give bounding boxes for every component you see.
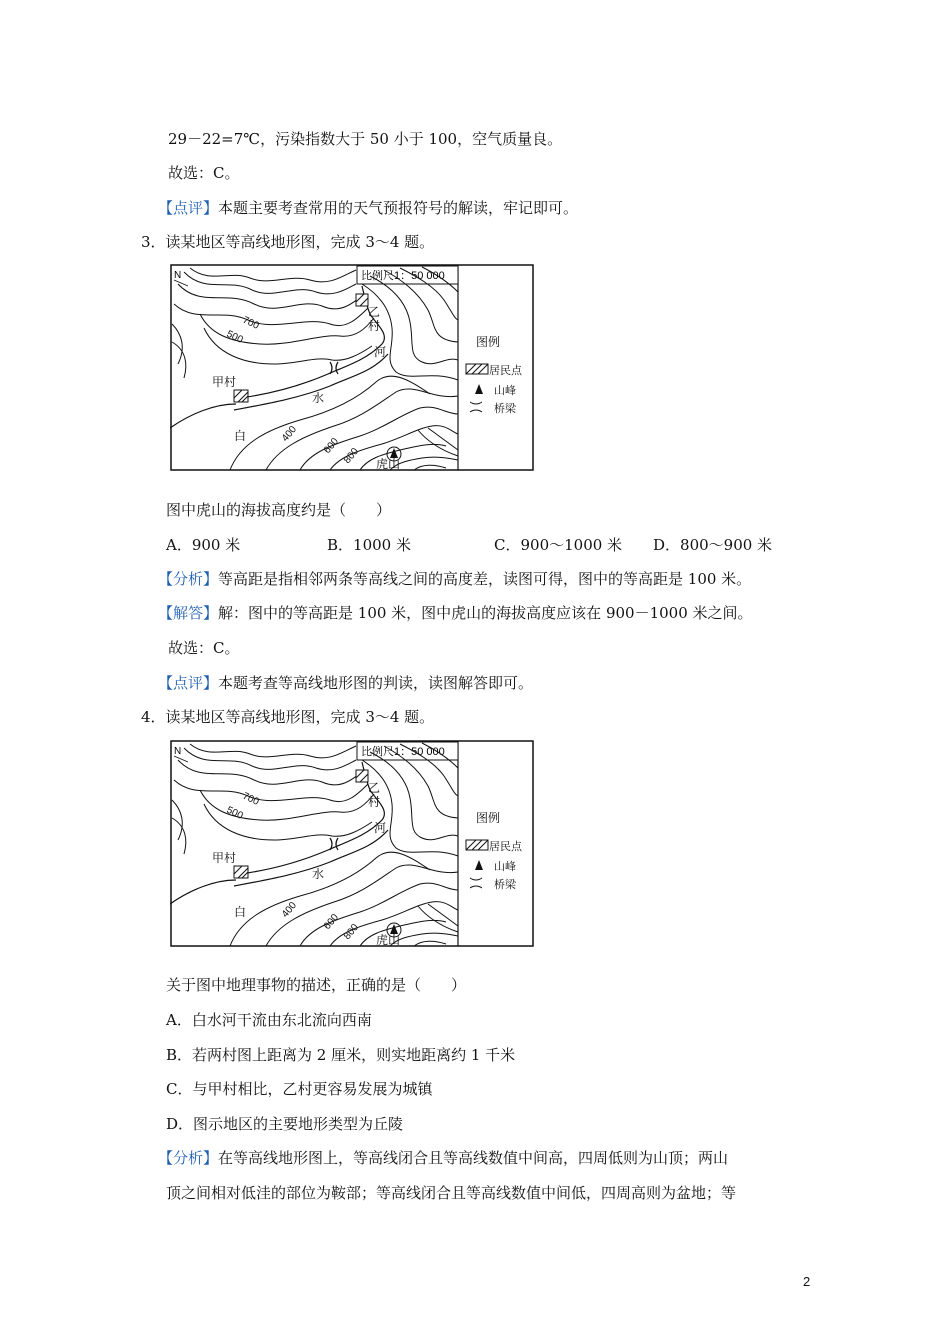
- map-scale: 比例尺1：50 000: [361, 746, 445, 758]
- option-b: B．若两村图上距离为 2 厘米，则实地距离约 1 千米: [166, 1046, 516, 1064]
- choice-line: 故选：C。: [168, 639, 240, 657]
- text-line: 故选：C。: [168, 164, 240, 182]
- analysis-text: 等高距是指相邻两条等高线之间的高度差，读图可得，图中的等高距是 100 米。: [218, 570, 752, 588]
- label-river-he: 河: [374, 345, 387, 359]
- option-d: D．800～900 米: [653, 536, 773, 554]
- label-jiacun: 甲村: [212, 375, 237, 389]
- contour-map-svg: [170, 264, 534, 471]
- label-river-bai: 白: [234, 905, 247, 919]
- legend-bridge: 桥梁: [494, 402, 516, 415]
- contour-map-1: [170, 264, 534, 471]
- contour-label-500: 500: [224, 328, 245, 346]
- option-c: C．与甲村相比，乙村更容易发展为城镇: [166, 1080, 433, 1098]
- legend-settlement: 居民点: [489, 840, 522, 853]
- contour-label-800: 800: [341, 922, 362, 942]
- contour-label-400: 400: [279, 424, 300, 444]
- label-cun: 村: [368, 319, 381, 333]
- answer-text: 解：图中的等高距是 100 米，图中虎山的海拔高度应该在 900－1000 米之间。: [218, 604, 753, 622]
- legend-peak: 山峰: [494, 384, 516, 397]
- comment-line: [158, 673, 533, 693]
- question-3-stem: 图中虎山的海拔高度约是（ ）: [166, 501, 392, 519]
- label-mountain: 虎山: [376, 457, 401, 471]
- legend-peak: 山峰: [494, 860, 516, 873]
- comment-text: 本题考查等高线地形图的判读，读图解答即可。: [218, 674, 534, 692]
- label-river-he: 河: [374, 821, 387, 835]
- analysis-text: 在等高线地形图上，等高线闭合且等高线数值中间高，四周低则为山顶；两山: [218, 1149, 729, 1167]
- comment-tag: 【点评】: [158, 199, 219, 217]
- map-scale: 比例尺1：50 000: [361, 270, 445, 282]
- comment-text: 本题主要考查常用的天气预报符号的解读，牢记即可。: [218, 199, 579, 217]
- label-yi: 乙: [368, 781, 381, 795]
- comment-line: [158, 198, 578, 218]
- option-b: B．1000 米: [327, 536, 411, 554]
- question-3-title: 3．读某地区等高线地形图，完成 3～4 题。: [141, 233, 435, 251]
- contour-label-700: 700: [240, 790, 261, 808]
- answer-line: [158, 603, 753, 623]
- analysis-line: [158, 569, 751, 589]
- contour-label-400: 400: [279, 900, 300, 920]
- north-label: N: [174, 270, 182, 281]
- label-river-shui: 水: [312, 391, 325, 405]
- label-river-shui: 水: [312, 867, 325, 881]
- contour-label-500: 500: [224, 804, 245, 822]
- north-label: N: [174, 746, 182, 757]
- analysis-tag: 【分析】: [158, 1149, 219, 1167]
- question-4-stem: 关于图中地理事物的描述，正确的是（ ）: [166, 976, 467, 994]
- label-mountain: 虎山: [376, 933, 401, 947]
- legend-title: 图例: [476, 811, 501, 825]
- legend-title: 图例: [476, 335, 501, 349]
- page-number: 2: [803, 1274, 811, 1289]
- legend-settlement: 居民点: [489, 364, 522, 377]
- question-4-title: 4．读某地区等高线地形图，完成 3～4 题。: [141, 708, 435, 726]
- contour-label-600: 600: [321, 436, 342, 456]
- contour-label-600: 600: [321, 912, 342, 932]
- contour-label-700: 700: [240, 314, 261, 332]
- label-jiacun: 甲村: [212, 851, 237, 865]
- contour-map-2: [170, 740, 534, 947]
- option-a: A．白水河干流由东北流向西南: [166, 1011, 372, 1029]
- label-river-bai: 白: [234, 429, 247, 443]
- analysis-line-2: 顶之间相对低洼的部位为鞍部；等高线闭合且等高线数值中间低，四周高则为盆地；等: [166, 1184, 737, 1202]
- option-c: C．900～1000 米: [494, 536, 623, 554]
- comment-tag: 【点评】: [158, 674, 219, 692]
- label-yi: 乙: [368, 305, 381, 319]
- label-cun: 村: [368, 795, 381, 809]
- analysis-tag: 【分析】: [158, 570, 219, 588]
- option-d: D．图示地区的主要地形类型为丘陵: [166, 1115, 404, 1133]
- answer-tag: 【解答】: [158, 604, 219, 622]
- option-a: A．900 米: [166, 536, 241, 554]
- analysis-line: [158, 1148, 728, 1168]
- contour-label-800: 800: [341, 446, 362, 466]
- legend-bridge: 桥梁: [494, 878, 516, 891]
- contour-map-svg: [170, 740, 534, 947]
- text-line: 29－22=7℃，污染指数大于 50 小于 100，空气质量良。: [168, 130, 563, 148]
